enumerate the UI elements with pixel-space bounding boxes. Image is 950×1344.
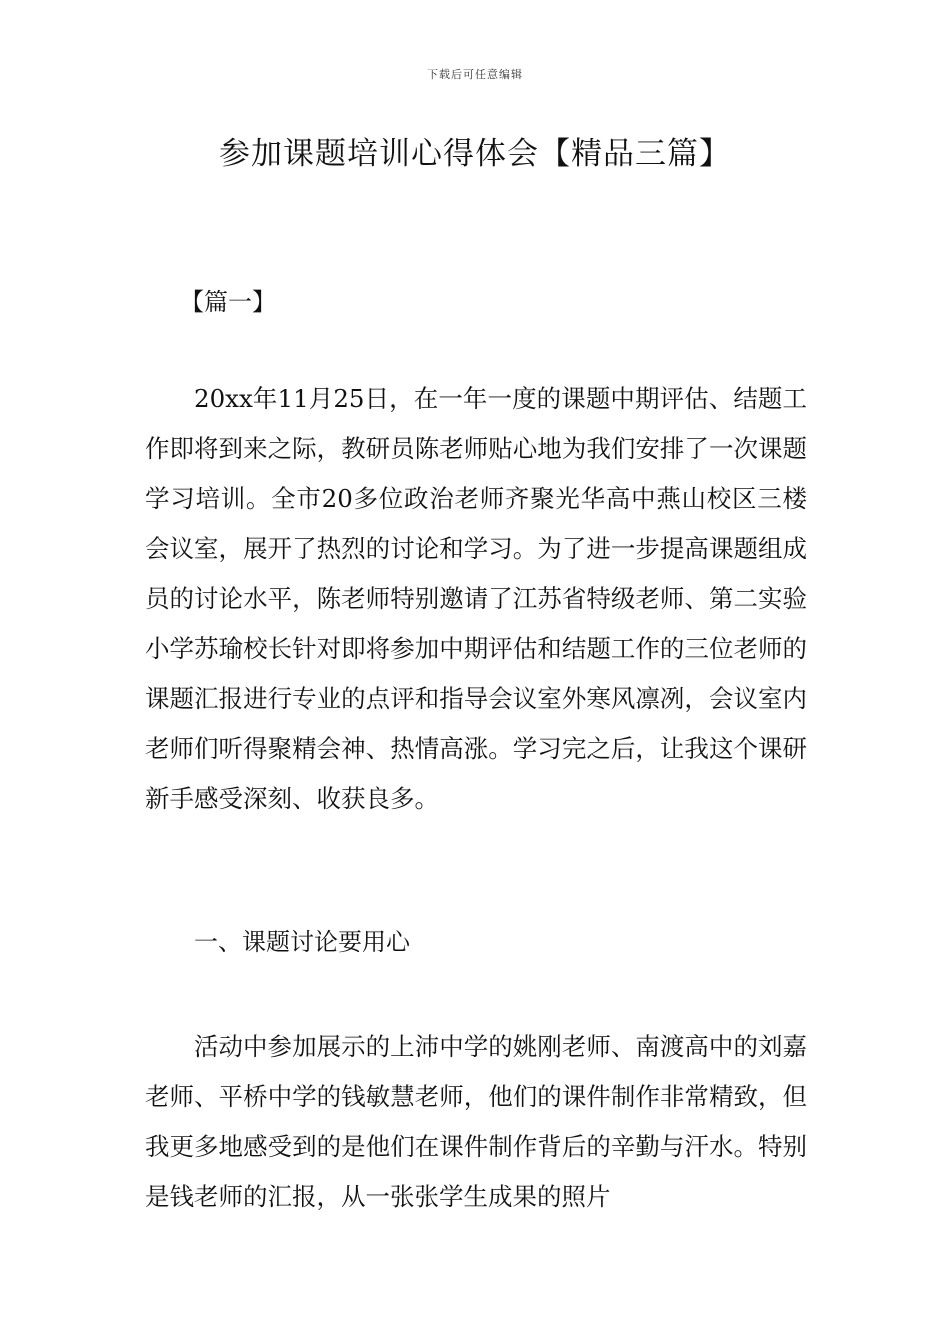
paragraph-2: 活动中参加展示的上沛中学的姚刚老师、南渡高中的刘嘉老师、平桥中学的钱敏慧老师，他们的课件制作非常精致，但我更多地感受到的是他们在课件制作背后的辛勤与汗水。特别是钱老师的汇报，从一张张学生成果的照片 [145, 1032, 807, 1211]
page-title: 参加课题培训心得体会【精品三篇】 [219, 136, 731, 172]
header-note: 下载后可任意编辑 [427, 68, 523, 81]
section-label: 【篇一】 [180, 288, 276, 316]
paragraph-1: 20xx年11月25日，在一年一度的课题中期评估、结题工作即将到来之际，教研员陈老师贴心地为我们安排了一次课题学习培训。全市20多位政治老师齐聚光华高中燕山校区三楼会议室，展开了热烈的讨论和学习。为了进一步提高课题组成员的讨论水平，陈老师特别邀请了江苏省特级老师、第二实验小学苏瑜校长针对即将参加中期评估和结题工作的三位老师的课题汇报进行专业的点评和指导会议室外寒风凛冽，会议室内老师们听得聚精会神、热情高涨。学习完之后，让我这个课研新手感受深刻、收获良多。 [145, 384, 807, 813]
section-heading-1: 一、课题讨论要用心 [194, 928, 410, 956]
